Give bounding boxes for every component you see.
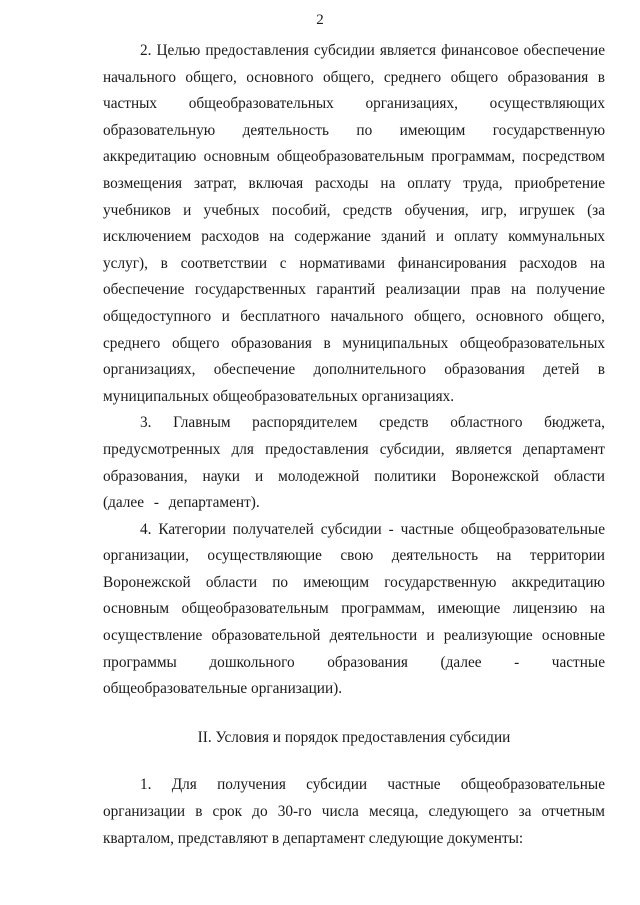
- paragraph-recipient-categories: 4. Категории получателей субсидии - частные общеобразовательные организации, осуществляющие свою деятельность на территории Воронежской области по имеющим государственную аккредитацию основным общеобразовательным программам, имеющие лицензию на осуществление образовательной деятельности и реализующие основные программы дошкольного образования (далее - частные общеобразовательные организации).: [103, 520, 605, 698]
- document-body: [103, 38, 605, 852]
- paragraph-main-administrator: 3. Главным распорядителем средств областного бюджета, предусмотренных для предоставления субсидии, является департамент образования, науки и молодежной политики Воронежской области (далее - департамент).: [103, 414, 605, 512]
- paragraph-documents-submission: 1. Для получения субсидии частные общеобразовательные организации в срок до 30-го числа месяца, следующего за отчетным кварталом, представляют в департамент следующие документы:: [103, 776, 605, 847]
- paragraph-purpose: 2. Целью предоставления субсидии является финансовое обеспечение начального общего, основного общего, среднего общего образования в частных общеобразовательных организациях, осуществляющих образовательную деятельность по имеющим государственную аккредитацию основным общеобразовательным программам, посредством возмещения затрат, включая расходы на оплату труда, приобретение учебников и учебных пособий, средств обучения, игр, игрушек (за исключением расходов на содержание зданий и оплату коммунальных услуг), в соответствии с нормативами финансирования расходов на обеспечение государственных гарантий реализации прав на получение общедоступного и бесплатного начального общего, основного общего, среднего общего образования в муниципальных общеобразовательных организациях, обеспечение дополнительного образования детей в муниципальных общеобразовательных организациях.: [103, 42, 605, 405]
- page-number: 2: [316, 12, 324, 28]
- section-heading: II. Условия и порядок предоставления субсидии: [197, 728, 511, 746]
- spacer: [103, 703, 605, 725]
- spacer: [103, 751, 605, 772]
